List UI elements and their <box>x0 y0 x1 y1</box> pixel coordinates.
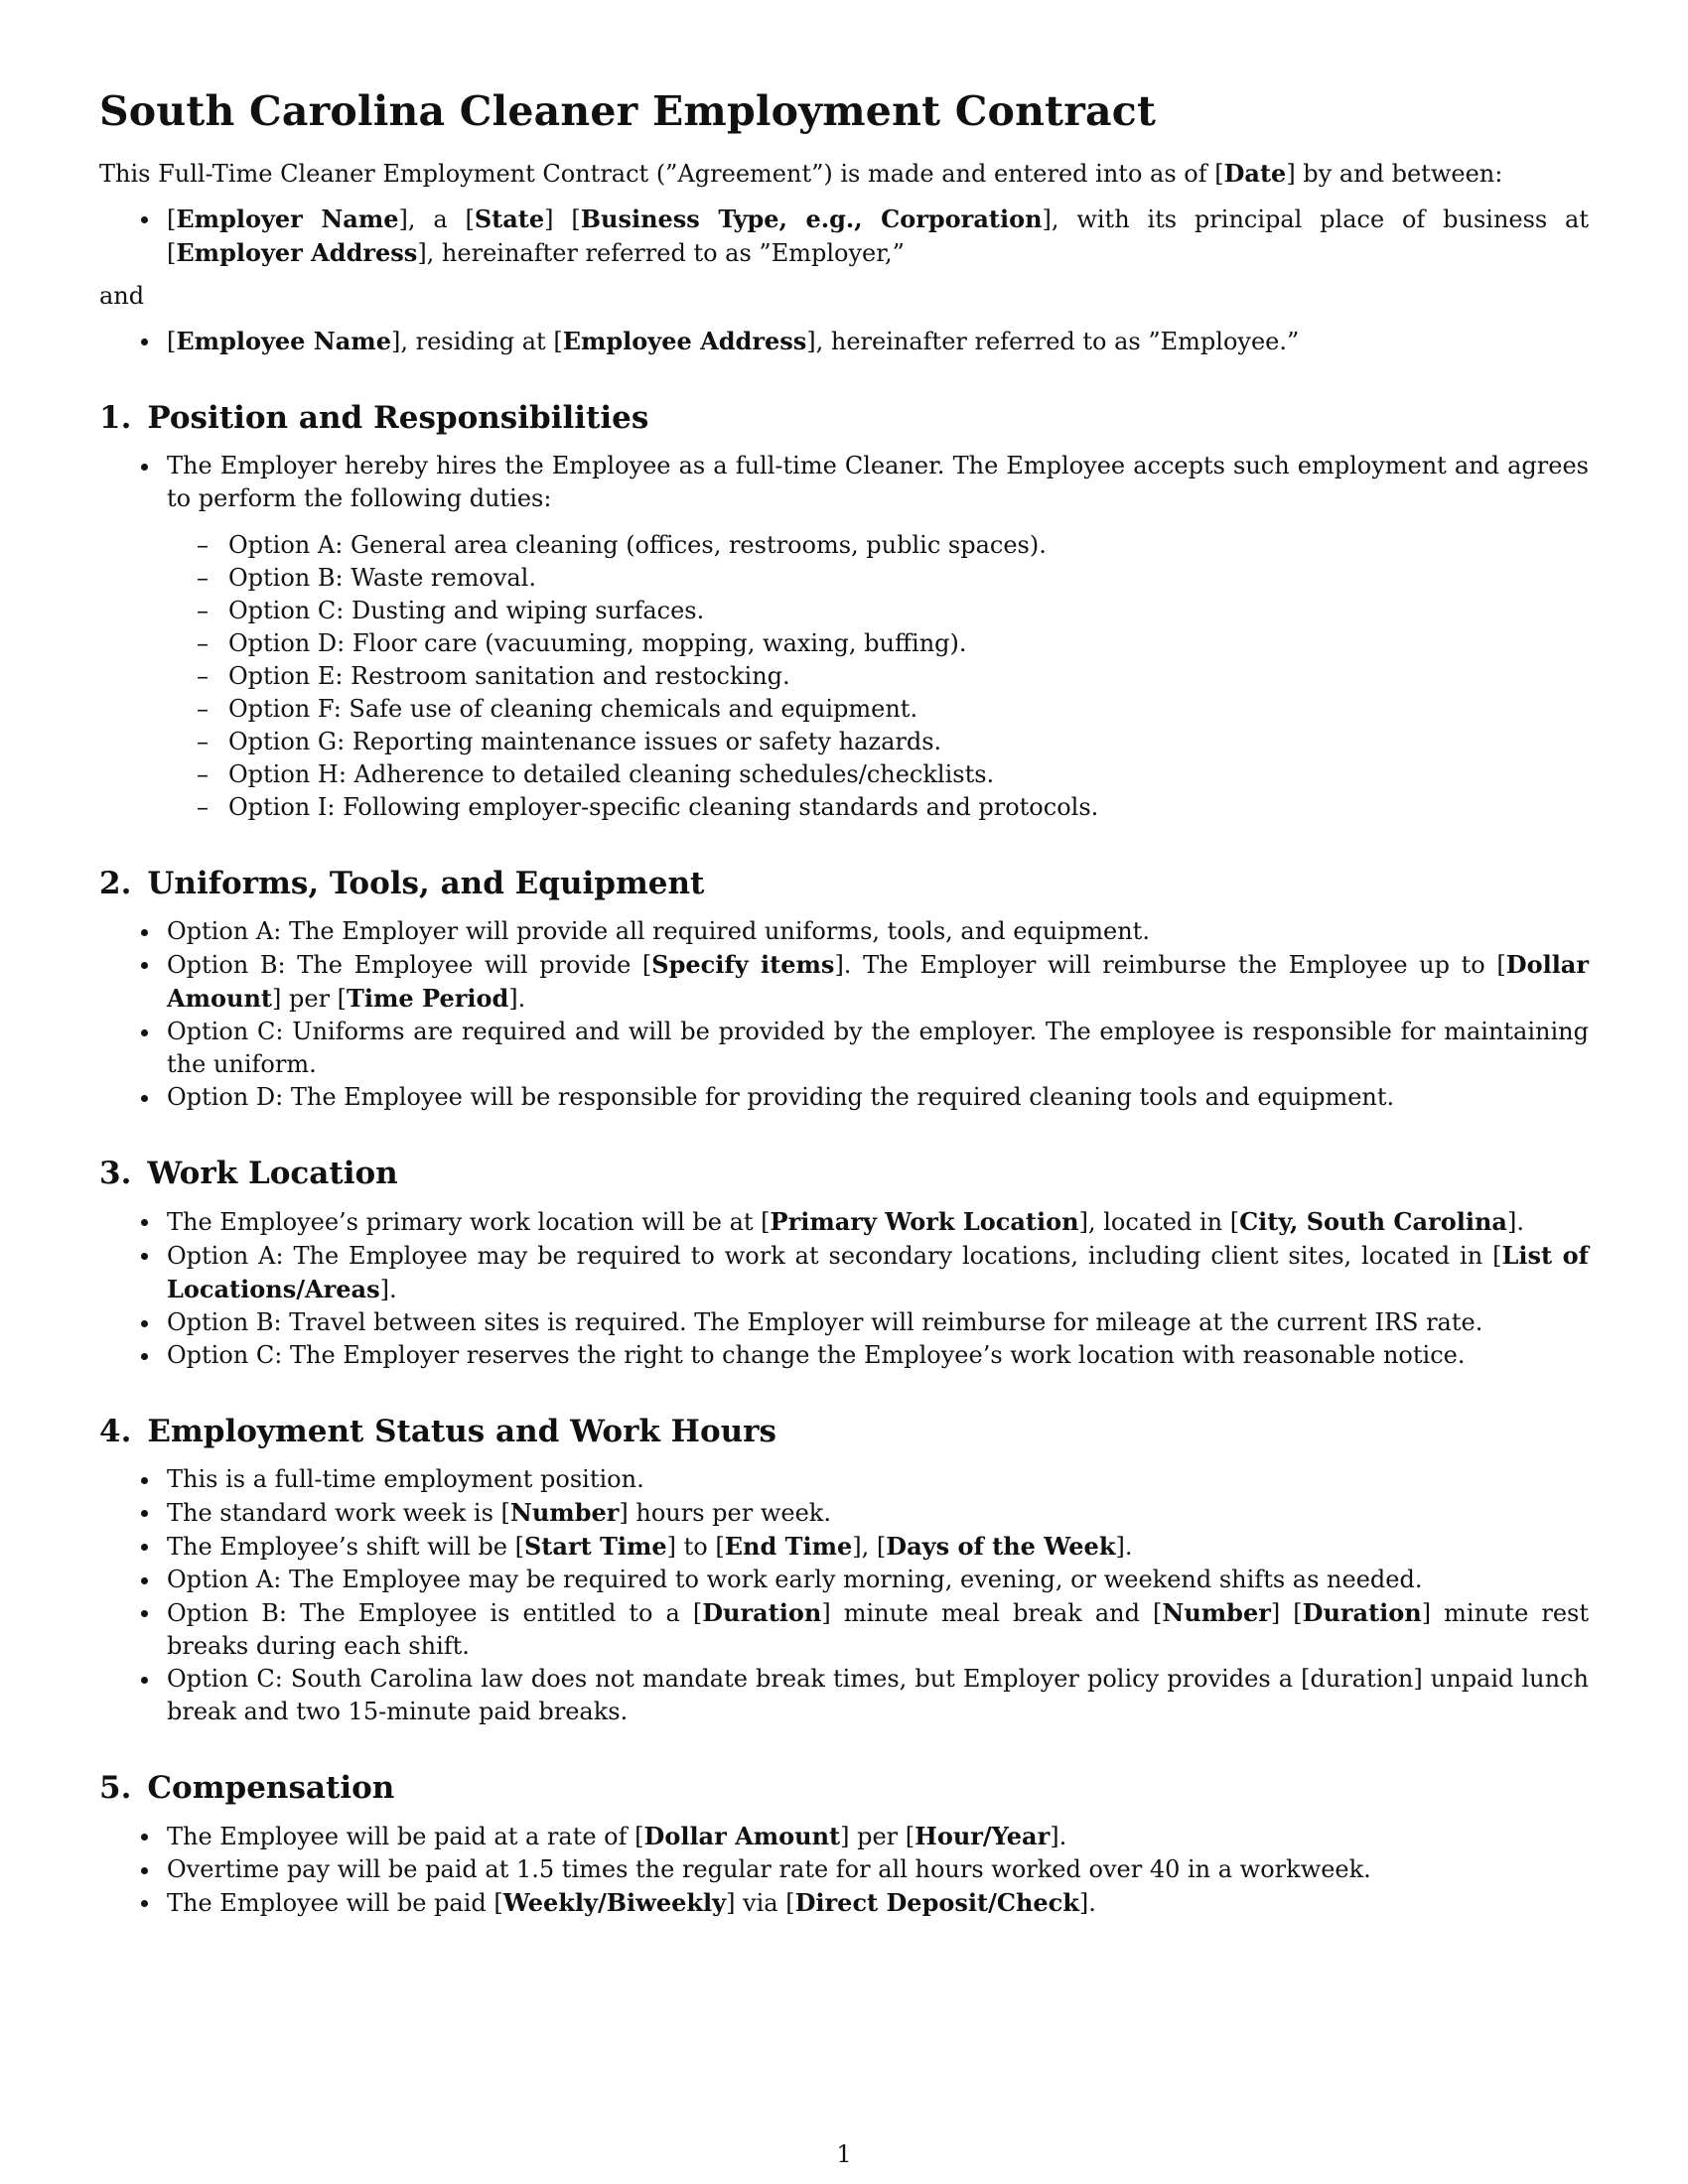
city-placeholder: City, South Carolina <box>1239 1207 1507 1236</box>
duty-item: – Option D: Floor care (vacuuming, mopping, waxing, buffing). <box>228 627 1589 660</box>
and-connector: and <box>99 282 145 310</box>
meal-duration-placeholder: Duration <box>702 1598 822 1627</box>
end-time-placeholder: End Time <box>724 1532 853 1561</box>
list-item: Option D: The Employee will be responsible for providing the required cleaning tools and equipment. <box>167 1081 1589 1114</box>
position-list <box>99 450 1589 824</box>
list-item: Option B: The Employee is entitled to a [Duration] minute meal break and [Number] [Duration] minute rest breaks during each shift. <box>167 1596 1589 1663</box>
list-item: Option C: South Carolina law does not mandate break times, but Employer policy provides a [duration] unpaid lunch break and two 15-minute paid breaks. <box>167 1663 1589 1728</box>
locations-placeholder: List of Locations/Areas <box>167 1241 1589 1303</box>
date-placeholder: Date <box>1223 159 1287 188</box>
list-item: The Employee will be paid at a rate of [Dollar Amount] per [Hour/Year]. <box>167 1820 1589 1853</box>
employer-name-placeholder: Employer Name <box>176 205 399 233</box>
business-type-placeholder: Business Type, e.g., Corporation <box>580 205 1043 233</box>
list-item: Overtime pay will be paid at 1.5 times the regular rate for all hours worked over 40 in a workweek. <box>167 1853 1589 1886</box>
duty-item: – Option I: Following employer-specific cleaning standards and protocols. <box>228 791 1589 824</box>
start-time-placeholder: Start Time <box>523 1532 667 1561</box>
page-number: 1 <box>836 2140 852 2168</box>
items-placeholder: Specify items <box>651 950 835 979</box>
duty-item: – Option A: General area cleaning (offices, restrooms, public spaces). <box>228 529 1589 562</box>
dollar-amount-placeholder: Dollar Amount <box>167 950 1589 1013</box>
document-body <box>99 87 1589 1920</box>
duty-item: – Option G: Reporting maintenance issues or safety hazards. <box>228 726 1589 758</box>
employee-party-list <box>99 325 1589 358</box>
employee-name-placeholder: Employee Name <box>176 327 391 355</box>
duty-item: – Option B: Waste removal. <box>228 562 1589 595</box>
list-item: Option B: Travel between sites is required. The Employer will reimburse for mileage at the current IRS rate. <box>167 1306 1589 1339</box>
section-heading-hours: 4. Employment Status and Work Hours <box>99 1414 776 1449</box>
employee-party: [Employee Name], residing at [Employee Address], hereinafter referred to as ”Employee.” <box>167 325 1589 358</box>
list-item: Option B: The Employee will provide [Specify items]. The Employer will reimburse the Employee up to [Dollar Amount] per [Time Period]. <box>167 948 1589 1016</box>
list-item: Option C: The Employer reserves the right to change the Employee’s work location with reasonable notice. <box>167 1339 1589 1372</box>
list-item: The Employee will be paid [Weekly/Biweekly] via [Direct Deposit/Check]. <box>167 1886 1589 1920</box>
list-item: The Employee’s shift will be [Start Time] to [End Time], [Days of the Week]. <box>167 1530 1589 1564</box>
hours-number-placeholder: Number <box>509 1498 620 1527</box>
compensation-list <box>99 1820 1589 1920</box>
days-placeholder: Days of the Week <box>886 1532 1116 1561</box>
list-item: The standard work week is [Number] hours per week. <box>167 1496 1589 1530</box>
uniforms-list <box>99 915 1589 1114</box>
section-heading-location: 3. Work Location <box>99 1156 398 1191</box>
rest-duration-placeholder: Duration <box>1302 1598 1422 1627</box>
section-heading-position: 1. Position and Responsibilities <box>99 400 649 436</box>
duty-item: – Option H: Adherence to detailed cleaning schedules/checklists. <box>228 758 1589 791</box>
rate-amount-placeholder: Dollar Amount <box>643 1822 841 1850</box>
list-item: Option A: The Employee may be required to work early morning, evening, or weekend shifts as needed. <box>167 1564 1589 1596</box>
list-item: Option A: The Employee may be required to work at secondary locations, including client sites, located in [List of Locations/Areas]. <box>167 1239 1589 1306</box>
employer-party-list <box>99 203 1589 270</box>
section-heading-compensation: 5. Compensation <box>99 1770 395 1806</box>
list-item: Option A: The Employer will provide all required uniforms, tools, and equipment. <box>167 915 1589 948</box>
duties-list <box>167 529 1589 824</box>
list-item: The Employer hereby hires the Employee as a full-time Cleaner. The Employee accepts such employment and agrees to perform the following duties: – Option A: General area cleaning (offices, restrooms, public spaces). – Option B: Waste removal. – Option C: Dusting and wiping surfaces. – Option D: Floor care (vacuuming, mopping, waxing, buffing). – Option E: Restroom sanitation and restocking. – Option F: Safe use of cleaning chemicals and equipment. – Option G: Reporting maintenance issues or safety hazards. – Option H: Adherence to detailed cleaning schedules/checklists. – Option I: Following employer-specific cleaning standards and protocols. <box>167 450 1589 824</box>
list-item: The Employee’s primary work location will be at [Primary Work Location], located in [City, South Carolina]. <box>167 1205 1589 1239</box>
primary-location-placeholder: Primary Work Location <box>770 1207 1079 1236</box>
time-period-placeholder: Time Period <box>347 984 509 1013</box>
section-heading-uniforms: 2. Uniforms, Tools, and Equipment <box>99 866 705 901</box>
duty-item: – Option E: Restroom sanitation and restocking. <box>228 660 1589 693</box>
intro-paragraph: This Full-Time Cleaner Employment Contract (”Agreement”) is made and entered into as of [Date] by and between: <box>99 159 1503 188</box>
location-list <box>99 1205 1589 1372</box>
pay-method-placeholder: Direct Deposit/Check <box>794 1888 1079 1917</box>
duty-item: – Option F: Safe use of cleaning chemicals and equipment. <box>228 693 1589 726</box>
duty-item: – Option C: Dusting and wiping surfaces. <box>228 595 1589 627</box>
employer-party: [Employer Name], a [State] [Business Type, e.g., Corporation], with its principal place of business at [Employer Address], hereinafter referred to as ”Employer,” <box>167 203 1589 270</box>
pay-frequency-placeholder: Weekly/Biweekly <box>502 1888 727 1917</box>
list-item: This is a full-time employment position. <box>167 1463 1589 1496</box>
employee-address-placeholder: Employee Address <box>562 327 807 355</box>
employer-address-placeholder: Employer Address <box>176 238 418 267</box>
rate-unit-placeholder: Hour/Year <box>914 1822 1051 1850</box>
hours-list <box>99 1463 1589 1728</box>
break-number-placeholder: Number <box>1162 1598 1271 1627</box>
list-item: Option C: Uniforms are required and will be provided by the employer. The employee is responsible for maintaining the uniform. <box>167 1016 1589 1081</box>
state-placeholder: State <box>474 205 545 233</box>
document-title: South Carolina Cleaner Employment Contract <box>99 87 1157 135</box>
